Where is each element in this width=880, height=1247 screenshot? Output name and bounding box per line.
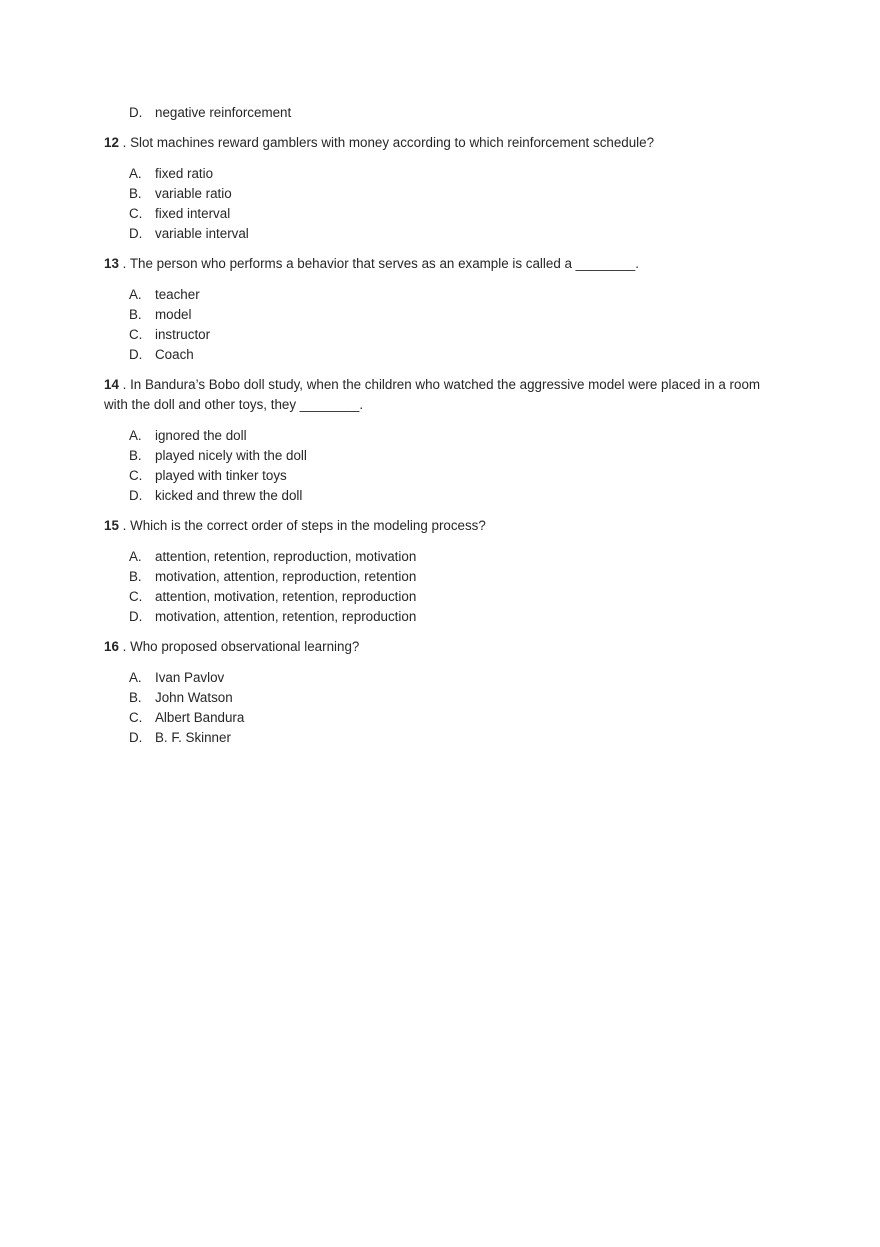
option-d (104, 486, 764, 506)
option-text: John Watson (155, 690, 233, 705)
option-b (104, 688, 764, 708)
option-text: model (155, 307, 192, 322)
question-12 (104, 133, 764, 244)
option-b (104, 184, 764, 204)
question-stem (104, 375, 764, 415)
question-16 (104, 637, 764, 748)
previous-question-options (104, 103, 764, 123)
option-a (104, 426, 764, 446)
option-letter: B. (129, 186, 142, 201)
question-number: 16 (104, 639, 119, 654)
option-letter: C. (129, 589, 143, 604)
option-text: Ivan Pavlov (155, 670, 225, 685)
option-b (104, 446, 764, 466)
question-text: . Slot machines reward gamblers with money according to which reinforcement schedule? (118, 135, 655, 150)
option-letter: D. (129, 347, 143, 362)
option-b (104, 305, 764, 325)
option-text: fixed interval (155, 206, 231, 221)
question-14 (104, 375, 764, 506)
option-a (104, 164, 764, 184)
option-b (104, 567, 764, 587)
answer-options (104, 547, 764, 627)
option-text: kicked and threw the doll (155, 488, 303, 503)
option-letter: A. (129, 428, 142, 443)
option-letter: A. (129, 166, 142, 181)
option-text: attention, motivation, retention, reproduction (155, 589, 417, 604)
option-text: instructor (155, 327, 211, 342)
option-text: Albert Bandura (155, 710, 245, 725)
option-a (104, 668, 764, 688)
option-text: fixed ratio (155, 166, 214, 181)
question-number: 12 (104, 135, 119, 150)
option-c (104, 325, 764, 345)
question-stem (104, 516, 764, 536)
option-d (104, 224, 764, 244)
option-d (104, 728, 764, 748)
question-number: 13 (104, 256, 119, 271)
answer-options (104, 285, 764, 365)
option-letter: B. (129, 569, 142, 584)
question-stem (104, 133, 764, 153)
question-15 (104, 516, 764, 627)
question-stem (104, 637, 764, 657)
option-c (104, 708, 764, 728)
question-stem (104, 254, 764, 274)
option-letter: B. (129, 448, 142, 463)
option-text: negative reinforcement (155, 105, 292, 120)
option-letter: A. (129, 670, 142, 685)
question-text: . In Bandura’s Bobo doll study, when the children who watched the aggressive model were placed in a room with the doll and other toys, they ________. (104, 377, 761, 412)
question-number: 15 (104, 518, 119, 533)
answer-options (104, 668, 764, 748)
option-a (104, 547, 764, 567)
question-text: . The person who performs a behavior that serves as an example is called a ________. (118, 256, 639, 271)
option-text: variable ratio (155, 186, 232, 201)
option-text: played nicely with the doll (155, 448, 307, 463)
option-text: variable interval (155, 226, 249, 241)
option-d (104, 345, 764, 365)
option-d (104, 607, 764, 627)
question-number: 14 (104, 377, 119, 392)
document-page (104, 103, 764, 748)
option-letter: C. (129, 710, 143, 725)
option-letter: D. (129, 730, 143, 745)
option-text: B. F. Skinner (155, 730, 231, 745)
option-letter: A. (129, 287, 142, 302)
option-text: ignored the doll (155, 428, 247, 443)
option-text: attention, retention, reproduction, motivation (155, 549, 417, 564)
option-text: teacher (155, 287, 200, 302)
option-c (104, 204, 764, 224)
answer-options (104, 426, 764, 506)
question-13 (104, 254, 764, 365)
question-text: . Who proposed observational learning? (118, 639, 360, 654)
answer-options (104, 164, 764, 244)
option-c (104, 466, 764, 486)
option-letter: D. (129, 105, 143, 120)
option-text: Coach (155, 347, 194, 362)
option-c (104, 587, 764, 607)
option-text: motivation, attention, retention, reproduction (155, 609, 417, 624)
option-letter: B. (129, 690, 142, 705)
option-letter: C. (129, 327, 143, 342)
option-letter: A. (129, 549, 142, 564)
option-letter: C. (129, 468, 143, 483)
option-letter: D. (129, 609, 143, 624)
option-letter: D. (129, 488, 143, 503)
option-text: motivation, attention, reproduction, retention (155, 569, 417, 584)
option-text: played with tinker toys (155, 468, 287, 483)
option-a (104, 285, 764, 305)
option-letter: B. (129, 307, 142, 322)
question-text: . Which is the correct order of steps in the modeling process? (118, 518, 486, 533)
option-d (104, 103, 764, 123)
option-letter: D. (129, 226, 143, 241)
option-letter: C. (129, 206, 143, 221)
